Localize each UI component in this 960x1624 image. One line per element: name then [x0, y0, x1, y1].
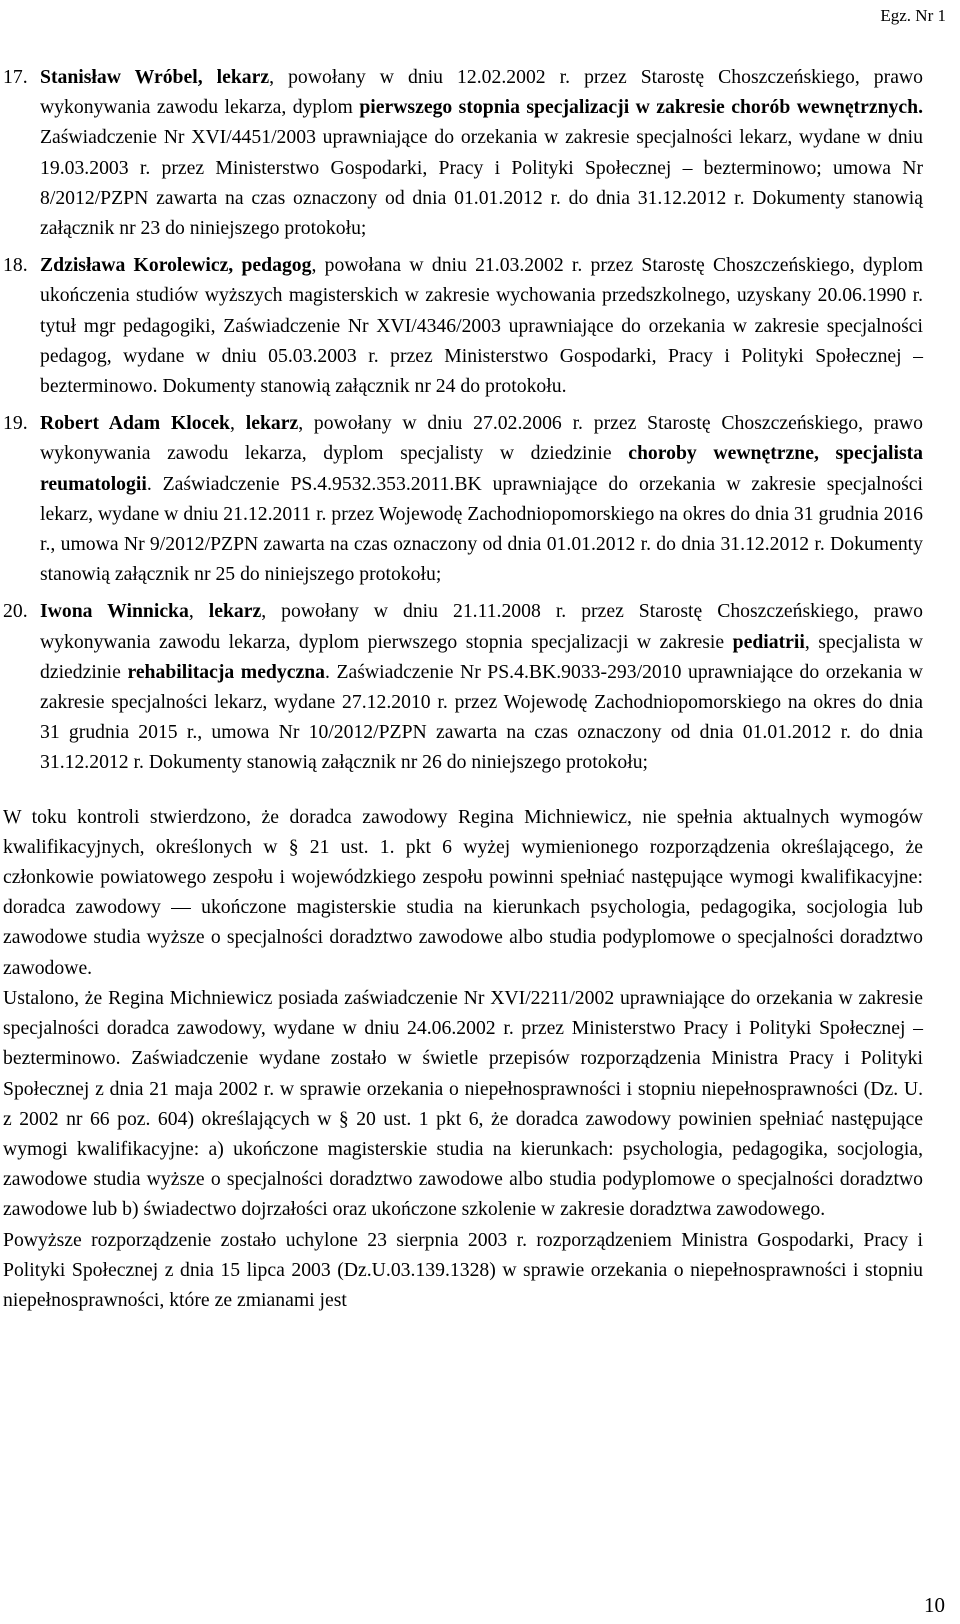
text-segment: , specjalista w dziedzinie [40, 630, 923, 683]
copy-label: Egz. Nr 1 [880, 6, 946, 25]
body-paragraph: W toku kontroli stwierdzono, że doradca zawodowy Regina Michniewicz, nie spełnia aktualnych wymogów kwalifikacyjnych, określonych w § 21 ust. 1. pkt 6 wyżej wymienionego rozporządzenia określającego, że członkowie powiatowego zespołu i wojewódzkiego zespołu powinni spełniać następujące wymogi kwalifikacyjne: doradca zawodowy — ukończone magisterskie studia na kierunkach psychologia, pedagogika, socjologia lub zawodowe studia wyższe o specjalności doradztwo zawodowe albo studia podyplomowe o specjalności doradztwo zawodowe. [3, 805, 923, 979]
bold-text-segment: Stanisław Wróbel, lekarz [40, 66, 270, 88]
text-segment: , powołany w dniu 12.02.2002 r. przez Starostę Choszczeńskiego, prawo wykonywania zawodu lekarza, dyplom [40, 66, 923, 119]
bold-text-segment: choroby wewnętrzne, specjalista reumatologii [40, 442, 924, 495]
bold-text-segment: rehabilitacja medyczna [127, 660, 325, 683]
body-paragraph: Ustalono, że Regina Michniewicz posiada zaświadczenie Nr XVI/2211/2002 uprawniające do orzekania w zakresie specjalności doradca zawodowy, wydane w dniu 24.06.2002 r. przez Ministerstwo Pracy i Polityki Społecznej – bezterminowo. Zaświadczenie wydane zostało w świetle przepisów rozporządzenia Ministra Pracy i Polityki Społecznej z dnia 21 maja 2002 r. w sprawie orzekania o niepełnosprawności i stopniu niepełnosprawności (Dz. U. z 2002 nr 66 poz. 604) określających w § 20 ust. 1 pkt 6, że doradca zawodowy powinien spełniać następujące wymogi kwalifikacyjne: a) ukończone magisterskie studia na kierunkach: psychologia, pedagogika, socjologia, zawodowe studia wyższe o specjalności doradztwo zawodowe albo studia podyplomowe o specjalności doradztwo zawodowe lub b) świadectwo dojrzałości oraz ukończone szkolenie w zakresie doradztwa zawodowego. [3, 986, 923, 1221]
findings-section [3, 802, 923, 1315]
text-segment: , powołany w dniu 27.02.2006 r. przez Starostę Choszczeńskiego, prawo wykonywania zawodu lekarza, dyplom specjalisty w dziedzinie [40, 412, 923, 465]
list-item-text [40, 250, 923, 401]
text-segment: , [230, 412, 246, 435]
list-item-text [40, 408, 923, 589]
bold-text-segment: pediatrii [732, 630, 805, 653]
bold-text-segment: Iwona Winnicka [40, 600, 189, 623]
list-item-text [40, 62, 923, 243]
bold-text-segment: Zdzisława Korolewicz, pedagog [40, 254, 312, 277]
member-list [3, 62, 923, 778]
text-segment: Zaświadczenie Nr XVI/4451/2003 uprawniające do orzekania w zakresie specjalności lekarz, wydane w dniu 19.03.2003 r. przez Ministerstwo Gospodarki, Pracy i Polityki Społecznej – bezterminowo; umowa Nr 8/2012/PZPN zawarta na czas oznaczony od dnia 01.01.2012 r. do dnia 31.12.2012 r. Dokumenty stanowią załącznik nr 23 do niniejszego protokołu; [40, 126, 923, 240]
bold-text-segment: Robert Adam Klocek [40, 412, 231, 435]
list-item [3, 596, 923, 777]
page-number: 10 [924, 1593, 945, 1617]
list-item-number: 19. [3, 412, 28, 435]
list-item [3, 408, 923, 589]
bold-text-segment: lekarz [208, 600, 262, 623]
list-item-number: 20. [3, 600, 28, 623]
body-paragraph: Powyższe rozporządzenie zostało uchylone 23 sierpnia 2003 r. rozporządzeniem Ministra Gospodarki, Pracy i Polityki Społecznej z dnia 15 lipca 2003 (Dz.U.03.139.1328) w sprawie orzekania o niepełnosprawności i stopniu niepełnosprawności, które ze zmianami jest [3, 1228, 923, 1311]
list-item-number: 17. [3, 66, 28, 88]
list-item-text [40, 596, 923, 777]
document-body [3, 62, 923, 1315]
text-segment: , powołany w dniu 21.11.2008 r. przez Starostę Choszczeńskiego, prawo wykonywania zawodu lekarza, dyplom pierwszego stopnia specjalizacji w zakresie [40, 600, 923, 653]
list-item [3, 62, 923, 243]
text-segment: . Zaświadczenie PS.4.9532.353.2011.BK uprawniające do orzekania w zakresie specjalności lekarz, wydane w dniu 21.12.2011 r. przez Wojewodę Zachodniopomorskiego na okres do dnia 31 grudnia 2016 r., umowa Nr 9/2012/PZPN zawarta na czas oznaczony od dnia 01.01.2012 r. do dnia 31.12.2012 r. Dokumenty stanowią załącznik nr 25 do niniejszego protokołu; [40, 472, 923, 586]
text-segment: , powołana w dniu 21.03.2002 r. przez Starostę Choszczeńskiego, dyplom ukończenia studiów wyższych magisterskich w zakresie wychowania przedszkolnego, uzyskany 20.06.1990 r. tytuł mgr pedagogiki, Zaświadczenie Nr XVI/4346/2003 uprawniające do orzekania w zakresie specjalności pedagog, wydane w dniu 05.03.2003 r. przez Ministerstwo Gospodarki, Pracy i Polityki Społecznej – bezterminowo. Dokumenty stanowią załącznik nr 24 do protokołu. [40, 254, 924, 398]
text-segment: . Zaświadczenie Nr PS.4.BK.9033-293/2010 uprawniające do orzekania w zakresie specjalności lekarz, wydane 27.12.2010 r. przez Wojewodę Zachodniopomorskiego na okres do dnia 31 grudnia 2015 r., umowa Nr 10/2012/PZPN zawarta na czas oznaczony od dnia 01.01.2012 r. do dnia 31.12.2012 r. Dokumenty stanowią załącznik nr 26 do niniejszego protokołu; [40, 660, 923, 774]
bold-text-segment: lekarz [245, 412, 299, 435]
list-item [3, 250, 923, 401]
list-item-number: 18. [3, 254, 28, 277]
bold-text-segment: pierwszego stopnia specjalizacji w zakresie chorób wewnętrznych. [359, 96, 923, 119]
text-segment: , [188, 600, 209, 623]
